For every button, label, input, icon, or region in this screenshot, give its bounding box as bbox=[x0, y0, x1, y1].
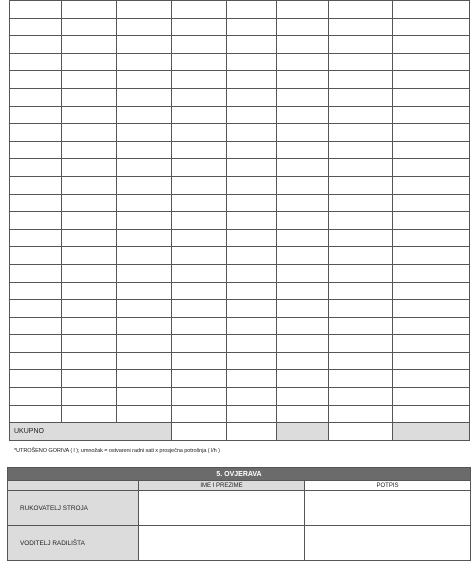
log-cell[interactable] bbox=[172, 317, 227, 335]
log-cell[interactable] bbox=[393, 1, 470, 19]
log-cell[interactable] bbox=[172, 229, 227, 247]
total-shaded-cell bbox=[277, 423, 329, 441]
log-cell[interactable] bbox=[10, 212, 62, 230]
log-cell[interactable] bbox=[62, 176, 117, 194]
log-cell[interactable] bbox=[277, 71, 329, 89]
log-row bbox=[10, 53, 470, 71]
log-cell[interactable] bbox=[393, 212, 470, 230]
log-cell[interactable] bbox=[227, 352, 277, 370]
log-cell[interactable] bbox=[117, 264, 172, 282]
log-cell[interactable] bbox=[172, 352, 227, 370]
log-cell[interactable] bbox=[227, 264, 277, 282]
log-cell[interactable] bbox=[393, 176, 470, 194]
log-cell[interactable] bbox=[227, 106, 277, 124]
log-row bbox=[10, 1, 470, 19]
log-cell[interactable] bbox=[227, 71, 277, 89]
log-cell[interactable] bbox=[329, 264, 393, 282]
log-cell[interactable] bbox=[172, 212, 227, 230]
log-cell[interactable] bbox=[329, 176, 393, 194]
log-cell[interactable] bbox=[227, 317, 277, 335]
log-cell[interactable] bbox=[62, 159, 117, 177]
log-cell[interactable] bbox=[172, 1, 227, 19]
log-cell[interactable] bbox=[329, 300, 393, 318]
log-cell[interactable] bbox=[172, 18, 227, 36]
log-cell[interactable] bbox=[117, 247, 172, 265]
log-cell[interactable] bbox=[172, 88, 227, 106]
log-cell[interactable] bbox=[277, 36, 329, 54]
log-cell[interactable] bbox=[62, 71, 117, 89]
log-cell[interactable] bbox=[393, 106, 470, 124]
log-cell[interactable] bbox=[62, 264, 117, 282]
log-cell[interactable] bbox=[277, 106, 329, 124]
total-cell[interactable] bbox=[172, 423, 227, 441]
log-cell[interactable] bbox=[277, 1, 329, 19]
log-cell[interactable] bbox=[227, 18, 277, 36]
log-cell[interactable] bbox=[393, 124, 470, 142]
log-cell[interactable] bbox=[117, 352, 172, 370]
column-header-signature: POTPIS bbox=[305, 481, 471, 491]
log-row bbox=[10, 159, 470, 177]
log-cell[interactable] bbox=[393, 18, 470, 36]
log-cell[interactable] bbox=[10, 124, 62, 142]
log-cell[interactable] bbox=[329, 282, 393, 300]
log-cell[interactable] bbox=[393, 264, 470, 282]
log-row bbox=[10, 282, 470, 300]
log-cell[interactable] bbox=[10, 405, 62, 423]
log-cell[interactable] bbox=[227, 124, 277, 142]
total-fuel-cell[interactable] bbox=[329, 423, 393, 441]
log-cell[interactable] bbox=[172, 405, 227, 423]
log-cell[interactable] bbox=[117, 88, 172, 106]
log-cell[interactable] bbox=[227, 88, 277, 106]
log-cell[interactable] bbox=[227, 159, 277, 177]
log-cell[interactable] bbox=[10, 335, 62, 353]
log-cell[interactable] bbox=[277, 317, 329, 335]
log-cell[interactable] bbox=[62, 36, 117, 54]
log-cell[interactable] bbox=[117, 176, 172, 194]
log-cell[interactable] bbox=[277, 264, 329, 282]
log-row bbox=[10, 176, 470, 194]
total-label: UKUPNO bbox=[10, 423, 172, 441]
verification-corner-cell bbox=[8, 481, 139, 491]
log-cell[interactable] bbox=[117, 71, 172, 89]
verification-title: 5. OVJERAVA bbox=[8, 468, 471, 481]
fuel-footnote: *UTROŠENO GORIVA ( l ); umnožak = ostvareni radni sati x prosječna potrošnja ( l/h ) bbox=[14, 448, 220, 454]
log-cell[interactable] bbox=[393, 141, 470, 159]
log-row bbox=[10, 141, 470, 159]
log-cell[interactable] bbox=[329, 247, 393, 265]
log-cell[interactable] bbox=[393, 335, 470, 353]
log-cell[interactable] bbox=[117, 212, 172, 230]
log-cell[interactable] bbox=[329, 212, 393, 230]
log-cell[interactable] bbox=[277, 124, 329, 142]
log-cell[interactable] bbox=[393, 405, 470, 423]
log-cell[interactable] bbox=[10, 194, 62, 212]
log-cell[interactable] bbox=[62, 194, 117, 212]
log-cell[interactable] bbox=[62, 212, 117, 230]
role-label-machine-operator: RUKOVATELJ STROJA bbox=[8, 491, 139, 526]
log-row bbox=[10, 18, 470, 36]
log-cell[interactable] bbox=[277, 88, 329, 106]
log-cell[interactable] bbox=[329, 106, 393, 124]
log-cell[interactable] bbox=[172, 335, 227, 353]
log-cell[interactable] bbox=[62, 282, 117, 300]
log-cell[interactable] bbox=[227, 36, 277, 54]
log-cell[interactable] bbox=[227, 300, 277, 318]
log-cell[interactable] bbox=[277, 247, 329, 265]
log-cell[interactable] bbox=[10, 106, 62, 124]
log-cell[interactable] bbox=[10, 36, 62, 54]
machine-operator-name-field[interactable] bbox=[139, 491, 305, 526]
log-cell[interactable] bbox=[117, 335, 172, 353]
log-cell[interactable] bbox=[329, 229, 393, 247]
log-cell[interactable] bbox=[117, 405, 172, 423]
log-cell[interactable] bbox=[10, 176, 62, 194]
log-cell[interactable] bbox=[117, 159, 172, 177]
log-cell[interactable] bbox=[277, 388, 329, 406]
log-cell[interactable] bbox=[10, 388, 62, 406]
log-cell[interactable] bbox=[227, 282, 277, 300]
log-cell[interactable] bbox=[393, 159, 470, 177]
verification-section bbox=[7, 467, 470, 561]
log-cell[interactable] bbox=[62, 405, 117, 423]
log-row bbox=[10, 264, 470, 282]
log-cell[interactable] bbox=[393, 229, 470, 247]
total-shaded-cell bbox=[393, 423, 470, 441]
log-cell[interactable] bbox=[10, 141, 62, 159]
log-cell[interactable] bbox=[10, 71, 62, 89]
log-row bbox=[10, 335, 470, 353]
log-cell[interactable] bbox=[393, 388, 470, 406]
log-cell[interactable] bbox=[10, 370, 62, 388]
log-cell[interactable] bbox=[393, 36, 470, 54]
log-cell[interactable] bbox=[172, 71, 227, 89]
log-cell[interactable] bbox=[117, 36, 172, 54]
log-cell[interactable] bbox=[62, 229, 117, 247]
log-cell[interactable] bbox=[10, 88, 62, 106]
log-cell[interactable] bbox=[227, 335, 277, 353]
log-cell[interactable] bbox=[277, 212, 329, 230]
log-cell[interactable] bbox=[10, 229, 62, 247]
log-cell[interactable] bbox=[172, 370, 227, 388]
log-cell[interactable] bbox=[277, 176, 329, 194]
log-cell[interactable] bbox=[117, 53, 172, 71]
log-cell[interactable] bbox=[10, 317, 62, 335]
log-row bbox=[10, 352, 470, 370]
log-row bbox=[10, 124, 470, 142]
log-cell[interactable] bbox=[117, 1, 172, 19]
log-row bbox=[10, 88, 470, 106]
log-cell[interactable] bbox=[277, 141, 329, 159]
log-cell[interactable] bbox=[62, 18, 117, 36]
log-cell[interactable] bbox=[62, 388, 117, 406]
total-row bbox=[10, 423, 470, 441]
log-cell[interactable] bbox=[277, 282, 329, 300]
log-row bbox=[10, 370, 470, 388]
log-cell[interactable] bbox=[117, 124, 172, 142]
log-cell[interactable] bbox=[117, 106, 172, 124]
log-cell[interactable] bbox=[227, 229, 277, 247]
log-cell[interactable] bbox=[227, 194, 277, 212]
log-row bbox=[10, 194, 470, 212]
log-cell[interactable] bbox=[10, 264, 62, 282]
log-cell[interactable] bbox=[277, 53, 329, 71]
log-cell[interactable] bbox=[172, 282, 227, 300]
log-cell[interactable] bbox=[227, 388, 277, 406]
fuel-log-table bbox=[9, 0, 469, 441]
log-cell[interactable] bbox=[277, 194, 329, 212]
log-cell[interactable] bbox=[172, 176, 227, 194]
log-cell[interactable] bbox=[329, 388, 393, 406]
log-cell[interactable] bbox=[172, 388, 227, 406]
log-cell[interactable] bbox=[393, 352, 470, 370]
log-row bbox=[10, 36, 470, 54]
log-cell[interactable] bbox=[10, 159, 62, 177]
log-row bbox=[10, 247, 470, 265]
log-cell[interactable] bbox=[117, 229, 172, 247]
log-cell[interactable] bbox=[172, 159, 227, 177]
log-cell[interactable] bbox=[277, 159, 329, 177]
log-cell[interactable] bbox=[62, 317, 117, 335]
log-cell[interactable] bbox=[227, 53, 277, 71]
log-cell[interactable] bbox=[329, 71, 393, 89]
log-cell[interactable] bbox=[277, 405, 329, 423]
log-cell[interactable] bbox=[62, 53, 117, 71]
log-cell[interactable] bbox=[117, 317, 172, 335]
log-cell[interactable] bbox=[329, 36, 393, 54]
log-cell[interactable] bbox=[117, 18, 172, 36]
log-cell[interactable] bbox=[393, 370, 470, 388]
log-cell[interactable] bbox=[10, 282, 62, 300]
log-cell[interactable] bbox=[172, 300, 227, 318]
log-cell[interactable] bbox=[329, 124, 393, 142]
log-cell[interactable] bbox=[117, 300, 172, 318]
log-row bbox=[10, 106, 470, 124]
log-cell[interactable] bbox=[277, 352, 329, 370]
log-cell[interactable] bbox=[329, 18, 393, 36]
site-manager-name-field[interactable] bbox=[139, 526, 305, 561]
log-cell[interactable] bbox=[329, 317, 393, 335]
log-cell[interactable] bbox=[62, 300, 117, 318]
log-cell[interactable] bbox=[117, 370, 172, 388]
total-cell[interactable] bbox=[227, 423, 277, 441]
log-cell[interactable] bbox=[62, 88, 117, 106]
log-cell[interactable] bbox=[227, 405, 277, 423]
log-cell[interactable] bbox=[393, 88, 470, 106]
log-cell[interactable] bbox=[277, 335, 329, 353]
log-cell[interactable] bbox=[62, 124, 117, 142]
log-cell[interactable] bbox=[62, 370, 117, 388]
log-cell[interactable] bbox=[393, 71, 470, 89]
log-row bbox=[10, 212, 470, 230]
log-cell[interactable] bbox=[10, 352, 62, 370]
log-cell[interactable] bbox=[227, 212, 277, 230]
log-cell[interactable] bbox=[329, 335, 393, 353]
log-cell[interactable] bbox=[172, 141, 227, 159]
log-row bbox=[10, 229, 470, 247]
column-header-name: IME I PREZIME bbox=[139, 481, 305, 491]
log-cell[interactable] bbox=[172, 106, 227, 124]
log-cell[interactable] bbox=[62, 247, 117, 265]
fuel-log-body bbox=[10, 1, 470, 441]
log-cell[interactable] bbox=[10, 247, 62, 265]
log-cell[interactable] bbox=[329, 88, 393, 106]
log-cell[interactable] bbox=[329, 53, 393, 71]
log-cell[interactable] bbox=[172, 36, 227, 54]
log-cell[interactable] bbox=[172, 247, 227, 265]
log-cell[interactable] bbox=[62, 1, 117, 19]
log-cell[interactable] bbox=[117, 141, 172, 159]
log-cell[interactable] bbox=[227, 1, 277, 19]
machine-operator-signature-field[interactable] bbox=[305, 491, 471, 526]
log-cell[interactable] bbox=[329, 352, 393, 370]
log-cell[interactable] bbox=[277, 18, 329, 36]
log-cell[interactable] bbox=[172, 194, 227, 212]
log-row bbox=[10, 405, 470, 423]
log-cell[interactable] bbox=[172, 124, 227, 142]
log-cell[interactable] bbox=[329, 405, 393, 423]
log-cell[interactable] bbox=[10, 300, 62, 318]
role-label-site-manager: VODITELJ RADILIŠTA bbox=[8, 526, 139, 561]
log-cell[interactable] bbox=[393, 282, 470, 300]
log-cell[interactable] bbox=[329, 370, 393, 388]
log-row bbox=[10, 71, 470, 89]
log-row bbox=[10, 300, 470, 318]
log-cell[interactable] bbox=[117, 282, 172, 300]
log-cell[interactable] bbox=[393, 317, 470, 335]
log-cell[interactable] bbox=[10, 53, 62, 71]
log-cell[interactable] bbox=[172, 264, 227, 282]
log-cell[interactable] bbox=[117, 388, 172, 406]
log-cell[interactable] bbox=[227, 141, 277, 159]
log-cell[interactable] bbox=[329, 159, 393, 177]
log-cell[interactable] bbox=[329, 194, 393, 212]
log-cell[interactable] bbox=[62, 335, 117, 353]
log-row bbox=[10, 388, 470, 406]
log-cell[interactable] bbox=[393, 194, 470, 212]
log-cell[interactable] bbox=[227, 370, 277, 388]
log-cell[interactable] bbox=[393, 300, 470, 318]
log-cell[interactable] bbox=[329, 1, 393, 19]
site-manager-signature-field[interactable] bbox=[305, 526, 471, 561]
log-cell[interactable] bbox=[172, 53, 227, 71]
log-cell[interactable] bbox=[393, 247, 470, 265]
log-cell[interactable] bbox=[277, 300, 329, 318]
log-cell[interactable] bbox=[10, 1, 62, 19]
log-cell[interactable] bbox=[62, 352, 117, 370]
log-row bbox=[10, 317, 470, 335]
log-cell[interactable] bbox=[393, 53, 470, 71]
log-cell[interactable] bbox=[277, 370, 329, 388]
log-cell[interactable] bbox=[329, 141, 393, 159]
log-cell[interactable] bbox=[62, 141, 117, 159]
log-cell[interactable] bbox=[62, 106, 117, 124]
log-cell[interactable] bbox=[117, 194, 172, 212]
log-cell[interactable] bbox=[227, 247, 277, 265]
log-cell[interactable] bbox=[10, 18, 62, 36]
log-cell[interactable] bbox=[227, 176, 277, 194]
log-cell[interactable] bbox=[277, 229, 329, 247]
